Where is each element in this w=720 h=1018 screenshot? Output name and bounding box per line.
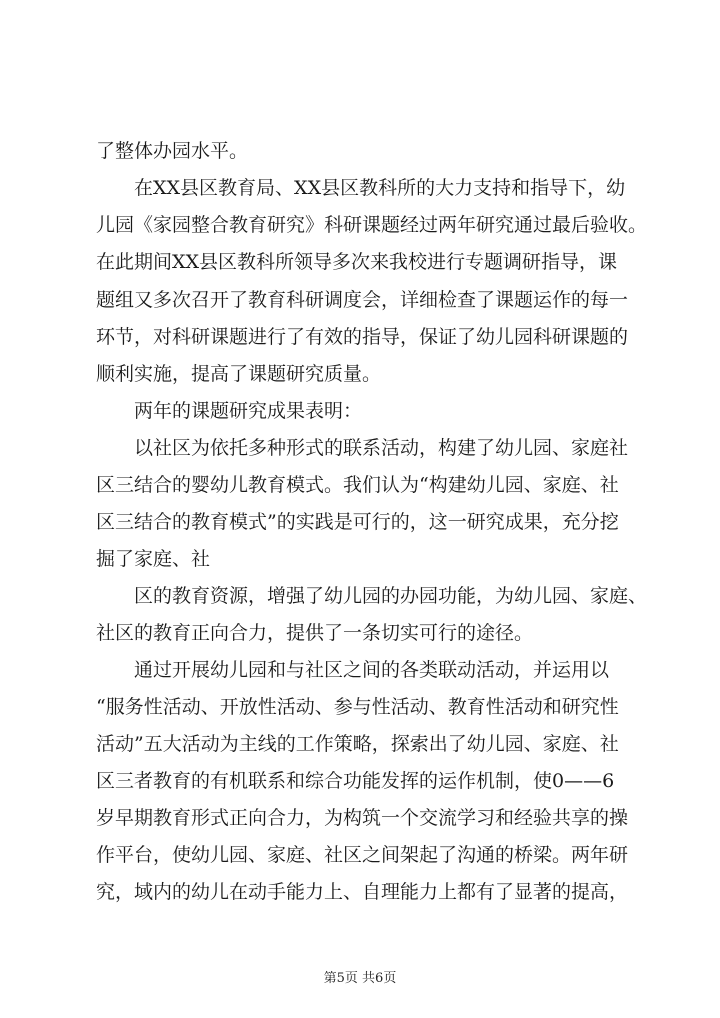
text-line: 掘了家庭、社 bbox=[96, 548, 211, 570]
text-line: 两年的课题研究成果表明： bbox=[134, 400, 363, 422]
text-line: 区三结合的教育模式”的实践是可行的，这一研究成果，充分挖 bbox=[96, 511, 619, 533]
text-line: 题组又多次召开了教育科研调度会，详细检查了课题运作的每一 bbox=[96, 289, 629, 311]
text-line: 以社区为依托多种形式的联系活动，构建了幼儿园、家庭社 bbox=[134, 437, 629, 459]
text-line: 究，域内的幼儿在动手能力上、自理能力上都有了显著的提高， bbox=[96, 881, 629, 903]
page-number: 第5页 共6页 bbox=[323, 971, 397, 986]
text-line: 区的教育资源，增强了幼儿园的办园功能，为幼儿园、家庭、 bbox=[134, 585, 648, 607]
text-line: 活动”五大活动为主线的工作策略，探索出了幼儿园、家庭、社 bbox=[96, 733, 619, 755]
text-line: 区三结合的婴幼儿教育模式。我们认为“构建幼儿园、家庭、社 bbox=[96, 474, 619, 496]
text-line: 通过开展幼儿园和与社区之间的各类联动活动，并运用以 bbox=[134, 659, 610, 681]
text-line: 顺利实施，提高了课题研究质量。 bbox=[96, 363, 382, 385]
text-line: 岁早期教育形式正向合力，为构筑一个交流学习和经验共享的操 bbox=[96, 807, 629, 829]
text-line: 在XX县区教育局、XX县区教科所的大力支持和指导下，幼 bbox=[134, 177, 626, 199]
text-line: 了整体办园水平。 bbox=[96, 140, 249, 162]
text-line: 社区的教育正向合力，提供了一条切实可行的途径。 bbox=[96, 622, 534, 644]
text-line: 区三者教育的有机联系和综合功能发挥的运作机制，使0——6 bbox=[96, 770, 615, 792]
text-line: 在此期间XX县区教科所领导多次来我校进行专题调研指导，课 bbox=[96, 251, 618, 273]
text-line: 环节，对科研课题进行了有效的指导，保证了幼儿园科研课题的 bbox=[96, 326, 629, 348]
text-line: 作平台，使幼儿园、家庭、社区之间架起了沟通的桥梁。两年研 bbox=[96, 844, 629, 866]
text-line: “服务性活动、开放性活动、参与性活动、教育性活动和研究性 bbox=[96, 696, 619, 718]
text-line: 儿园《家园整合教育研究》科研课题经过两年研究通过最后验收。 bbox=[96, 214, 648, 236]
